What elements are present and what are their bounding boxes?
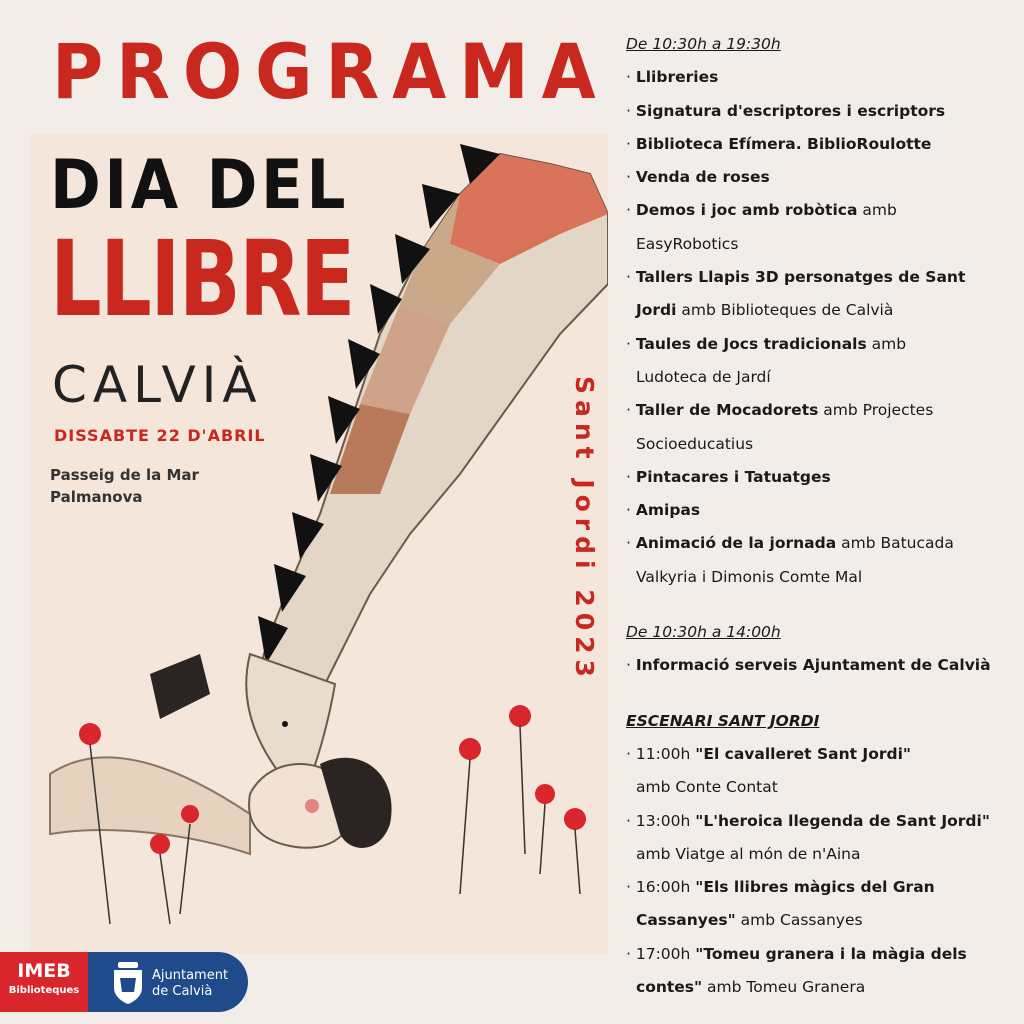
ajuntament-logo [88,952,248,1012]
poster-title-line1: DIA DEL [50,146,350,225]
list-item: · Amipas [626,501,701,520]
list-item: · Signatura d'escriptores i escriptors [626,101,946,120]
stage-item: · 17:00h "Tomeu granera i la màgia dels [626,944,967,963]
list-item-cont: EasyRobotics [636,234,739,253]
list-item-cont: Ludoteca de Jardí [636,367,771,386]
list-item: · Taules de Jocs tradicionals amb [626,334,907,353]
list-item: · Demos i joc amb robòtica amb [626,201,897,220]
schedule-heading-2: De 10:30h a 14:00h [626,623,781,642]
imeb-subtitle: Biblioteques [8,985,80,996]
footer-logos [0,952,260,1014]
stage-item-cont: contes" amb Tomeu Granera [636,978,866,997]
stage-item-cont: Cassanyes" amb Cassanyes [636,911,863,930]
stage-item: · 13:00h "L'heroica llegenda de Sant Jordi" [626,811,990,830]
imeb-logo [0,952,88,1012]
poster-date: DISSABTE 22 D'ABRIL [54,426,266,445]
poster-location [50,464,199,508]
stage-item-cont: amb Viatge al món de n'Aina [636,844,861,863]
imeb-title: IMEB [17,960,71,982]
list-item: · Tallers Llapis 3D personatges de Sant [626,268,966,287]
sant-jordi-vertical: Sant Jordi 2023 [570,376,599,683]
list-item: · Taller de Mocadorets amb Projectes [626,401,934,420]
stage-item-cont: amb Conte Contat [636,778,778,797]
list-item: · Biblioteca Efímera. BiblioRoulotte [626,134,932,153]
list-item: · Informació serveis Ajuntament de Calvià [626,656,991,675]
list-item: · Llibreries [626,68,719,87]
list-item: · Venda de roses [626,168,770,187]
schedule-heading-3: ESCENARI SANT JORDI [626,711,820,730]
page-title: PROGRAMA [52,27,609,116]
location-line2: Palmanova [50,488,143,506]
list-item-cont: Socioeducatius [636,434,754,453]
list-item: · Pintacares i Tatuatges [626,467,831,486]
location-line1: Passeig de la Mar [50,466,199,484]
poster-city: CALVIÀ [52,356,263,414]
stage-item: · 16:00h "Els llibres màgics del Gran [626,878,935,897]
list-item: · Animació de la jornada amb Batucada [626,534,954,553]
stage-item: · 11:00h "El cavalleret Sant Jordi" [626,744,911,763]
schedule-heading-1: De 10:30h a 19:30h [626,35,781,53]
list-item-cont: Jordi amb Biblioteques de Calvià [636,301,894,320]
crest-icon [108,960,148,1004]
list-item-cont: Valkyria i Dimonis Comte Mal [636,567,863,586]
poster [30,134,608,954]
poster-title-line2: LLIBRE [50,218,354,340]
ajuntament-label: Ajuntament de Calvià [152,968,229,999]
schedule [626,28,1016,1004]
